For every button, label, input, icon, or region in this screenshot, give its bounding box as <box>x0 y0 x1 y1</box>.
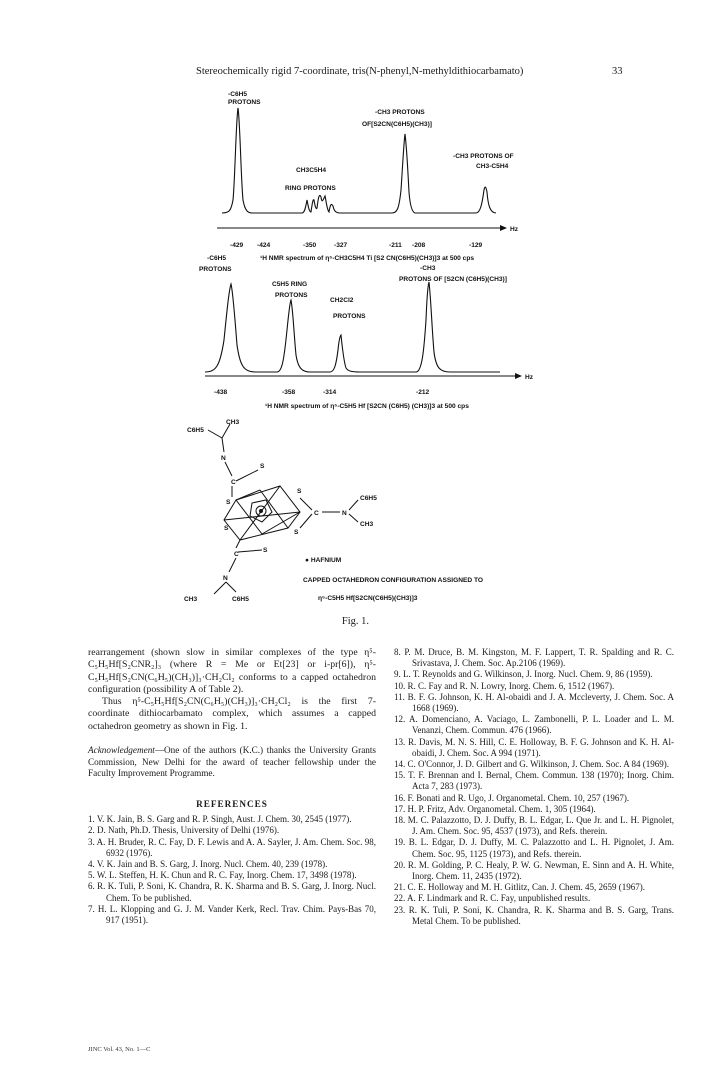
atom-ch3-bottom: CH3 <box>184 596 198 603</box>
structure-caption-1: CAPPED OCTAHEDRON CONFIGURATION ASSIGNED TO <box>303 577 483 584</box>
s2-tick-2: -314 <box>323 389 337 396</box>
atom-c-right: C <box>314 510 319 517</box>
page-footer: JINC Vol. 43, No. 1—C <box>88 1046 151 1053</box>
reference-item: 21. C. E. Holloway and M. H. Gitlitz, Can. J. Chem. 45, 2659 (1967). <box>394 882 645 893</box>
atom-s-1: S <box>260 463 265 470</box>
nmr-spectrum-1 <box>217 91 519 262</box>
reference-item: 18. M. C. Palazzotto, D. J. Duffy, B. L. Edgar, L. Que Jr. and L. H. Pignolet, J. Am. Chem. Soc. 95, 4537 (1973), and Refs. therein. <box>394 815 674 837</box>
capped-octahedron-structure <box>184 419 483 603</box>
s1-label-ch3-a: -CH3 PROTONS <box>375 109 425 116</box>
bond <box>226 582 236 592</box>
bond <box>349 514 358 522</box>
s2-axis-unit: Hz <box>525 374 534 381</box>
reference-item: 3. A. H. Bruder, R. C. Fay, D. F. Lewis and A. A. Sayler, J. Am. Chem. Soc. 98, 6932 (1976). <box>88 836 376 858</box>
atom-c-top: C <box>231 479 236 486</box>
bond <box>300 498 312 510</box>
acknowledgement-label: Acknowledgement <box>88 745 155 756</box>
atom-n-top: N <box>221 455 226 462</box>
atom-s-5: S <box>224 525 229 532</box>
s1-tick-0: -429 <box>230 242 244 249</box>
s1-trace <box>222 108 496 213</box>
atom-s-6: S <box>263 547 268 554</box>
s2-label-ch2-b: PROTONS <box>333 313 366 320</box>
acknowledgement-text: —One of the authors (K.C.) thanks the University Grants Commission, New Delhi for the award of teacher fellowship under the Faculty Improvement Programme. <box>88 745 376 779</box>
s1-tick-1: -424 <box>257 242 271 249</box>
s1-label-ch3-b: OF[S2CN(C6H5)(CH3)] <box>362 121 432 128</box>
reference-item: 10. R. C. Fay and R. N. Lowry, Inorg. Chem. 6, 1512 (1967). <box>394 680 615 691</box>
bond <box>225 462 232 476</box>
reference-item: 1. V. K. Jain, B. S. Garg and R. P. Singh, Aust. J. Chem. 30, 2545 (1977). <box>88 814 352 825</box>
running-title: Stereochemically rigid 7-coordinate, tris(N-phenyl,N-methyldithiocarbamato) <box>196 66 524 77</box>
atom-ch3-top: CH3 <box>226 419 240 426</box>
reference-item: 22. A. F. Lindmark and R. C. Fay, unpublished results. <box>394 893 591 904</box>
body-paragraph-1: rearrangement (shown slow in similar complexes of the type η⁵-C₅H₅Hf[S₂CNR₂]₃ (where R = Me or Et[23] or i-pr[6]), η⁵-C₅H₅Hf[S₂CN(C₆H₅)(CH₃)]₃·CH₂Cl₂ conforms to a capped octahedron configuration (possibility A of Table 2). <box>88 647 376 695</box>
s1-label-c6h5-a: -C6H5 <box>228 91 248 98</box>
reference-item: 19. B. L. Edgar, D. J. Duffy, M. C. Palazzotto and L. H. Pignolet, J. Am. Chem. Soc. 95, 1125 (1973), and Refs. therein. <box>394 837 674 859</box>
bond <box>260 490 288 528</box>
s1-tick-3: -327 <box>334 242 348 249</box>
atom-c6h5-bottom: C6H5 <box>232 596 249 603</box>
s1-label-ring-a: CH3C5H4 <box>296 167 327 174</box>
atom-ch3-right: CH3 <box>360 521 374 528</box>
bond <box>222 424 230 438</box>
s1-label-ring-b: RING PROTONS <box>285 185 336 192</box>
s1-label-ch3c5-b: CH3-C5H4 <box>476 163 509 170</box>
reference-item: 20. R. M. Golding, P. C. Healy, P. W. G. Newman, E. Sinn and A. H. White, Inorg. Chem. 11, 2435 (1972). <box>394 859 674 882</box>
figure-caption: Fig. 1. <box>341 616 370 627</box>
s2-trace <box>205 282 500 372</box>
reference-item: 5. W. L. Steffen, H. K. Chun and R. C. Fay, Inorg. Chem. 17, 3498 (1978). <box>88 870 357 881</box>
left-column <box>88 647 376 926</box>
reference-item: 15. T. F. Brennan and I. Bernal, Chem. Commun. 138 (1970); Inorg. Chim. Acta 7, 283 (1973). <box>394 770 674 792</box>
reference-item: 17. H. P. Fritz, Adv. Organometal. Chem. 1, 305 (1964). <box>394 803 596 814</box>
reference-item: 9. L. T. Reynolds and G. Wilkinson, J. Inorg. Nucl. Chem. 9, 86 (1959). <box>394 669 653 680</box>
s1-caption: ¹H NMR spectrum of η⁵-CH3C5H4 Ti [S2 CN(C6H5)(CH3)]3 at 500 cps <box>260 255 475 262</box>
atom-c-bottom: C <box>234 551 239 558</box>
s2-caption: ¹H NMR spectrum of η⁵-C5H5 Hf [S2CN (C6H5) (CH3)]3 at 500 cps <box>265 403 469 410</box>
atom-s-2: S <box>226 499 231 506</box>
reference-item: 7. H. L. Klopping and G. J. M. Vander Kerk, Recl. Trav. Chim. Pays-Bas 70, 917 (1951). <box>88 903 376 925</box>
atom-c6h5-top: C6H5 <box>187 427 204 434</box>
s2-label-c6h5-b: PROTONS <box>199 266 232 273</box>
reference-item: 2. D. Nath, Ph.D. Thesis, University of Delhi (1976). <box>88 825 280 836</box>
s1-label-ch3c5-a: -CH3 PROTONS OF <box>453 153 514 160</box>
references-heading: REFERENCES <box>196 798 268 809</box>
s2-label-ring-b: PROTONS <box>275 292 308 299</box>
bond <box>349 500 358 510</box>
s1-tick-4: -211 <box>389 242 402 249</box>
s2-label-ch2-a: CH2Cl2 <box>330 297 354 304</box>
s2-label-c6h5-a: -C6H5 <box>207 255 227 262</box>
reference-item: 4. V. K. Jain and B. S. Garg, J. Inorg. Nucl. Chem. 40, 239 (1978). <box>88 858 328 869</box>
atom-s-4: S <box>294 529 299 536</box>
atom-c6h5-right: C6H5 <box>360 495 377 502</box>
bond <box>214 582 226 594</box>
s1-axis-arrow-icon <box>500 225 507 231</box>
bond <box>238 550 262 552</box>
hafnium-legend: ● HAFNIUM <box>305 557 342 564</box>
s2-tick-3: -212 <box>416 389 430 396</box>
s1-tick-2: -350 <box>303 242 317 249</box>
s1-tick-6: -129 <box>469 242 483 249</box>
atom-s-3: S <box>297 488 302 495</box>
page-number: 33 <box>612 66 623 77</box>
reference-item: 13. R. Davis, M. N. S. Hill, C. E. Holloway, B. F. G. Johnson and K. H. Al-obaidi, J. Chem. Soc. A 994 (1971). <box>394 736 674 758</box>
s2-tick-0: -438 <box>214 389 228 396</box>
s2-tick-1: -358 <box>282 389 296 396</box>
bond <box>222 438 224 452</box>
atom-n-right: N <box>342 510 347 517</box>
s2-label-ring-a: C5H5 RING <box>272 281 308 288</box>
reference-item: 11. B. F. G. Johnson, K. H. Al-obaidi and J. A. Mccleverty, J. Chem. Soc. A 1668 (1969). <box>394 691 674 714</box>
reference-item: 12. A. Domenciano, A. Vaciago, L. Zambonelli, P. L. Loader and L. M. Venanzi, Chem. Commun. 476 (1966). <box>394 714 674 736</box>
s1-tick-5: -208 <box>412 242 426 249</box>
acknowledgement <box>88 745 376 780</box>
reference-item: 6. R. K. Tuli, P. Soni, K. Chandra, R. K. Sharma and B. S. Garg, J. Inorg. Nucl. Chem. To be published. <box>88 881 376 903</box>
bond <box>300 514 312 528</box>
reference-item: 14. C. O'Connor, J. D. Gilbert and G. Wilkinson, J. Chem. Soc. A 84 (1969). <box>394 759 669 770</box>
s1-label-c6h5-b: PROTONS <box>228 99 261 106</box>
reference-item: 16. F. Bonati and R. Ugo, J. Organometal. Chem. 10, 257 (1967). <box>394 792 630 803</box>
right-column <box>394 647 674 927</box>
hafnium-atom-icon <box>259 509 263 513</box>
bond <box>229 558 236 572</box>
reference-item: 8. P. M. Druce, B. M. Kingston, M. F. Lappert, T. R. Spalding and R. C. Srivastava, J. Chem. Soc. Ap.2106 (1969). <box>394 647 674 669</box>
nmr-spectrum-2 <box>199 255 534 410</box>
bond <box>236 470 258 481</box>
structure-caption-2: η⁵-C5H5 Hf[S2CN(C6H5)(CH3)]3 <box>318 595 418 602</box>
body-paragraph-2: Thus η⁵-C₅H₅Hf[S₂CN(C₆H₅)(CH₃)]₃·CH₂Cl₂ is the first 7-coordinate dithiocarbamato complex, which assumes a capped octahedron geometry as shown in Fig. 1. <box>88 696 376 732</box>
s2-label-ch3-a: -CH3 <box>420 265 436 272</box>
s1-axis-unit: Hz <box>510 226 519 233</box>
s2-axis-arrow-icon <box>515 373 522 379</box>
bond <box>236 540 240 548</box>
bond <box>236 490 260 500</box>
atom-n-bottom: N <box>223 575 228 582</box>
s2-label-ch3-b: PROTONS OF [S2CN (C6H5)(CH3)] <box>399 276 507 283</box>
bond <box>208 430 222 438</box>
reference-item: 23. R. K. Tuli, P. Soni, K. Chandra, R. K. Sharma and B. S. Garg, Trans. Metal Chem. To be published. <box>394 904 674 926</box>
